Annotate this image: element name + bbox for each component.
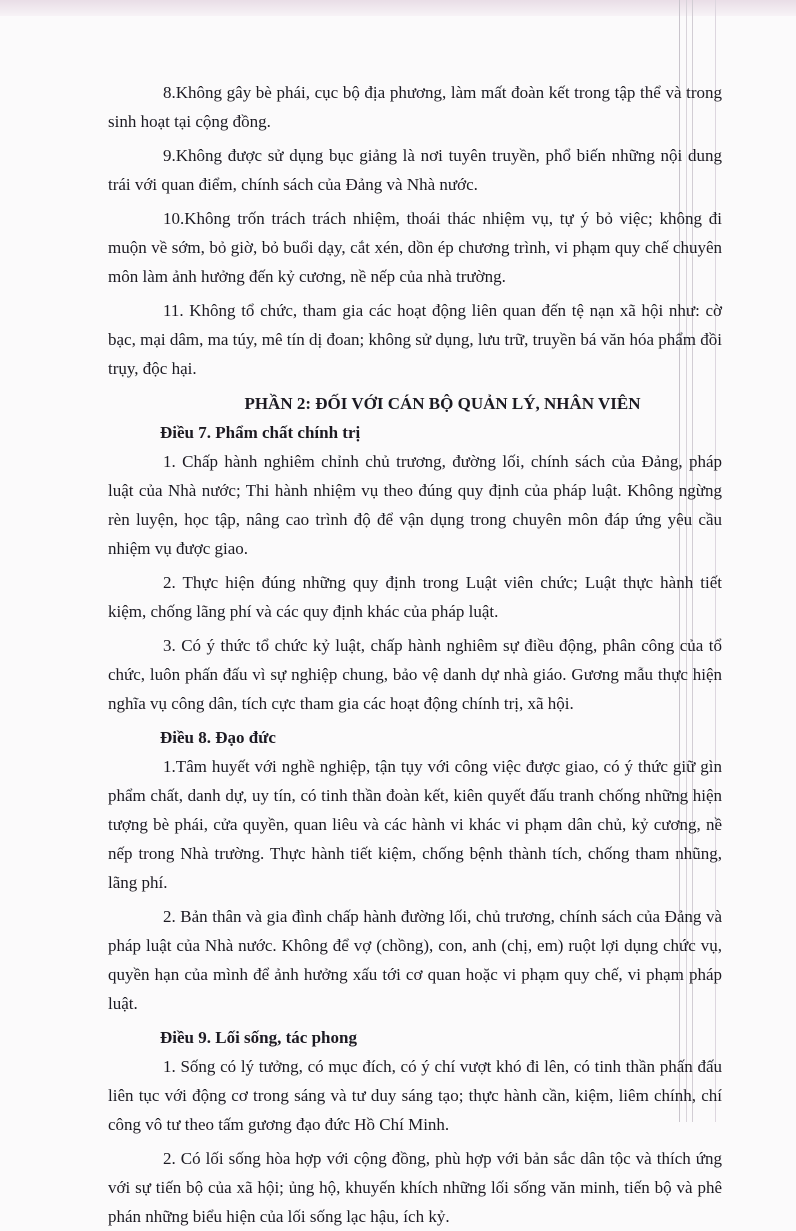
scan-top-edge xyxy=(0,0,796,16)
article-9-paragraph: 2. Có lối sống hòa hợp với cộng đồng, phù hợp với bản sắc dân tộc và thích ứng với sự tiến bộ của xã hội; ủng hộ, khuyến khích những lối sống văn minh, tiến bộ và phê phán những biểu hiện của lối sống lạc hậu, ích kỷ. xyxy=(108,1149,722,1226)
document-page xyxy=(108,78,722,1231)
article-7-paragraph: 2. Thực hiện đúng những quy định trong Luật viên chức; Luật thực hành tiết kiệm, chống lãng phí và các quy định khác của pháp luật. xyxy=(108,573,722,621)
article-8-paragraph: 1.Tâm huyết với nghề nghiệp, tận tụy với công việc được giao, có ý thức giữ gìn phẩm chất, danh dự, uy tín, có tinh thần đoàn kết, kiên quyết đấu tranh chống những hiện tượng bè phái, cửa quyền, quan liêu và các hành vi khác vi phạm dân chủ, kỷ cương, nề nếp trong Nhà trường. Thực hành tiết kiệm, chống bệnh thành tích, chống tham nhũng, lãng phí. xyxy=(108,757,722,892)
clause-9: 9.Không được sử dụng bục giảng là nơi tuyên truyền, phổ biến những nội dung trái với quan điểm, chính sách của Đảng và Nhà nước. xyxy=(108,146,722,194)
article-9-paragraph: 1. Sống có lý tưởng, có mục đích, có ý chí vượt khó đi lên, có tinh thần phấn đấu liên tục với động cơ trong sáng và tư duy sáng tạo; thực hành cần, kiệm, liêm chính, chí công vô tư theo tấm gương đạo đức Hồ Chí Minh. xyxy=(108,1057,722,1134)
article-7-paragraph: 1. Chấp hành nghiêm chỉnh chủ trương, đường lối, chính sách của Đảng, pháp luật của Nhà nước; Thi hành nhiệm vụ theo đúng quy định của pháp luật. Không ngừng rèn luyện, học tập, nâng cao trình độ để vận dụng trong chuyên môn đáp ứng yêu cầu nhiệm vụ được giao. xyxy=(108,452,722,558)
article-9-title: Điều 9. Lối sống, tác phong xyxy=(160,1028,357,1047)
article-8-paragraph: 2. Bản thân và gia đình chấp hành đường lối, chủ trương, chính sách của Đảng và pháp luật của Nhà nước. Không để vợ (chồng), con, anh (chị, em) ruột lợi dụng chức vụ, quyền hạn của mình để ảnh hưởng xấu tới cơ quan hoặc vi phạm quy chế, vi phạm pháp luật. xyxy=(108,907,722,1013)
clause-11: 11. Không tổ chức, tham gia các hoạt động liên quan đến tệ nạn xã hội như: cờ bạc, mại dâm, ma túy, mê tín dị đoan; không sử dụng, lưu trữ, truyền bá văn hóa phẩm đồi trụy, độc hại. xyxy=(108,301,722,378)
section-title: PHẦN 2: ĐỐI VỚI CÁN BỘ QUẢN LÝ, NHÂN VIÊN xyxy=(244,394,641,413)
article-7-title: Điều 7. Phẩm chất chính trị xyxy=(160,423,361,442)
clause-8: 8.Không gây bè phái, cục bộ địa phương, làm mất đoàn kết trong tập thể và trong sinh hoạt tại cộng đồng. xyxy=(108,83,722,131)
clause-10: 10.Không trốn trách trách nhiệm, thoái thác nhiệm vụ, tự ý bỏ việc; không đi muộn về sớm, bỏ giờ, bỏ buổi dạy, cắt xén, dồn ép chương trình, vi phạm quy chế chuyên môn làm ảnh hưởng đến kỷ cương, nề nếp của nhà trường. xyxy=(108,209,722,286)
article-8-title: Điều 8. Đạo đức xyxy=(160,728,276,747)
article-7-paragraph: 3. Có ý thức tổ chức kỷ luật, chấp hành nghiêm sự điều động, phân công của tổ chức, luôn phấn đấu vì sự nghiệp chung, bảo vệ danh dự nhà giáo. Gương mẫu thực hiện nghĩa vụ công dân, tích cực tham gia các hoạt động chính trị, xã hội. xyxy=(108,636,722,713)
